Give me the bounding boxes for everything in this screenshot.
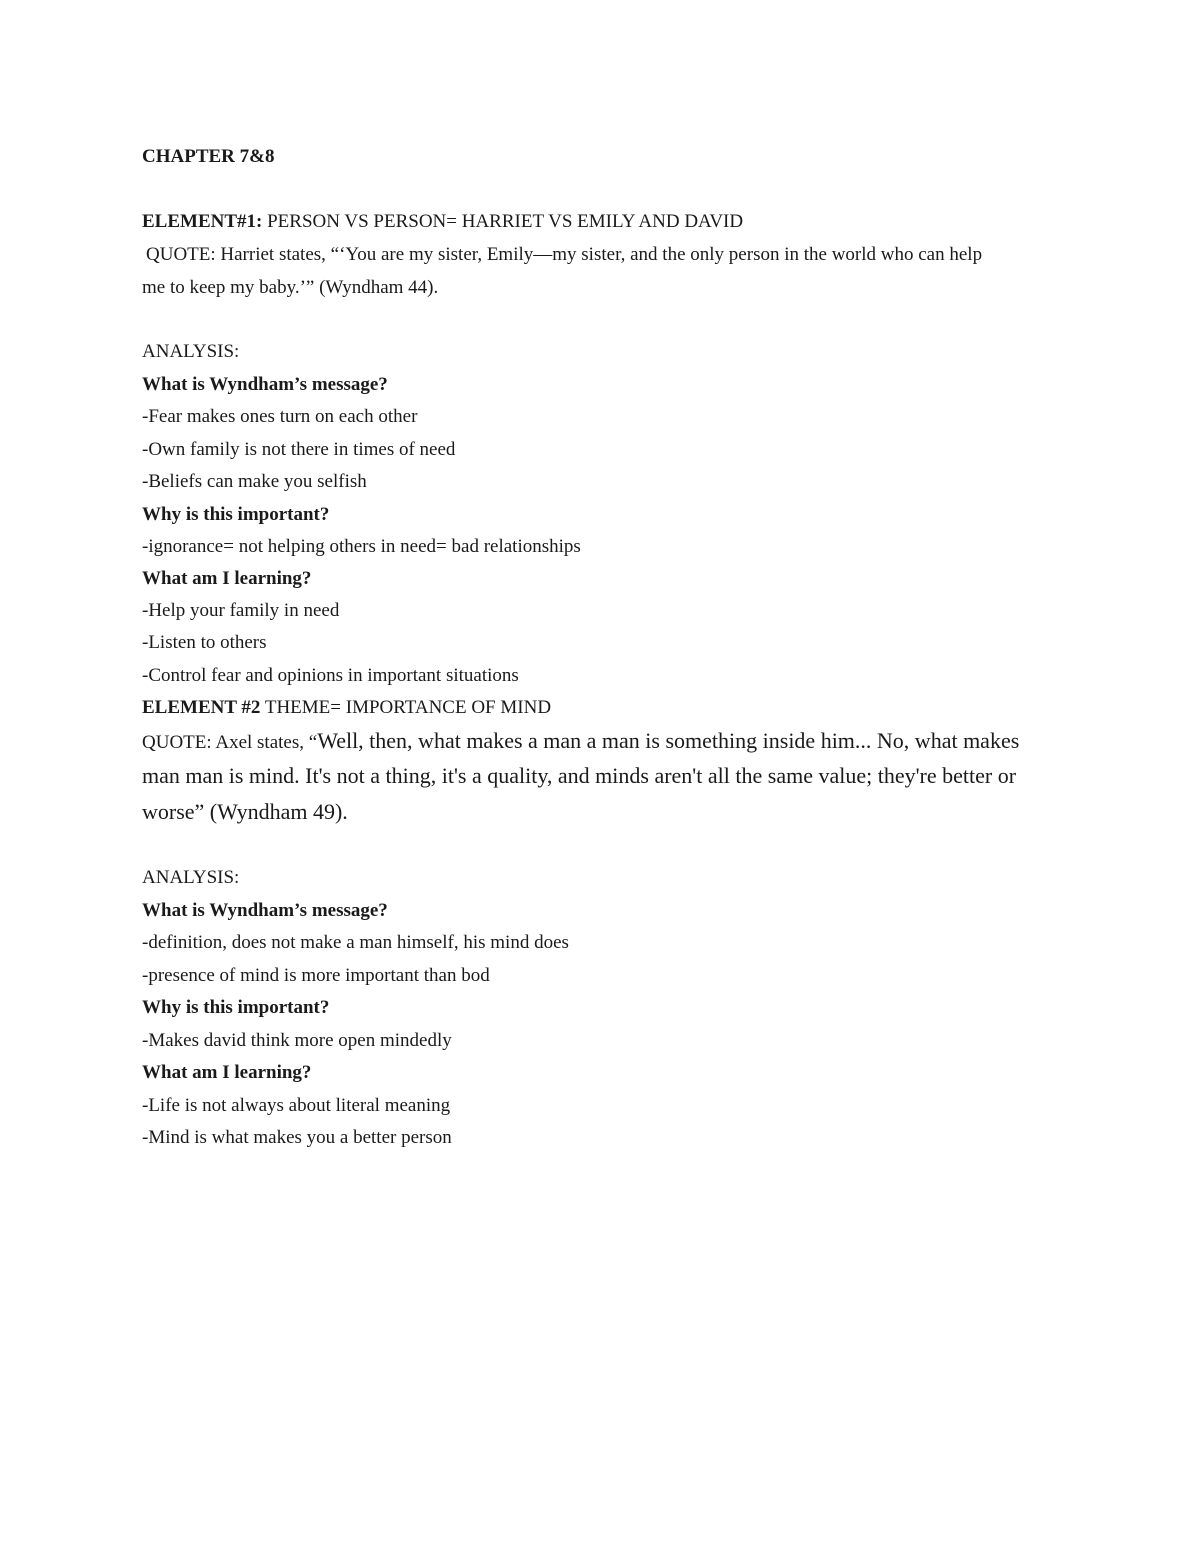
element2-question-learning: What am I learning? [142, 1062, 312, 1083]
element2-learning-point: -Mind is what makes you a better person [142, 1127, 452, 1148]
chapter-title: CHAPTER 7&8 [142, 146, 275, 167]
element1-learning-point: -Help your family in need [142, 600, 340, 621]
element1-learning-point: -Listen to others [142, 632, 267, 653]
element1-quote-line2: me to keep my baby.’” (Wyndham 44). [142, 277, 439, 298]
element1-heading [142, 210, 743, 234]
element2-text: THEME= IMPORTANCE OF MIND [260, 697, 552, 718]
element2-analysis-label: ANALYSIS: [142, 867, 240, 888]
element1-label: ELEMENT#1: [142, 211, 263, 232]
element1-question-message: What is Wyndham’s message? [142, 374, 388, 395]
element1-learning-point: -Control fear and opinions in important situations [142, 665, 519, 686]
element1-message-point: -Beliefs can make you selfish [142, 471, 367, 492]
element2-quote-line2: man man is mind. It's not a thing, it's a quality, and minds aren't all the same value; they're better or [142, 763, 1017, 788]
element2-question-important: Why is this important? [142, 997, 330, 1018]
element1-analysis-label: ANALYSIS: [142, 341, 240, 362]
element2-quote-prefix: QUOTE: Axel states, “ [142, 732, 318, 753]
element1-quote-line1: QUOTE: Harriet states, “‘You are my sister, Emily—my sister, and the only person in the world who can help [146, 244, 983, 265]
element2-message-point: -presence of mind is more important than bod [142, 965, 490, 986]
element2-quote-line1 [142, 727, 1019, 755]
element2-quote-text: Well, then, what makes a man a man is something inside him... No, what makes [317, 728, 1020, 753]
element2-learning-point: -Life is not always about literal meaning [142, 1095, 451, 1116]
element1-question-learning: What am I learning? [142, 568, 312, 589]
element1-question-important: Why is this important? [142, 504, 330, 525]
element2-label: ELEMENT #2 [142, 697, 261, 718]
element1-text: PERSON VS PERSON= HARRIET VS EMILY AND DAVID [262, 211, 744, 232]
element1-important-point: -ignorance= not helping others in need= bad relationships [142, 536, 581, 557]
element1-message-point: -Fear makes ones turn on each other [142, 406, 418, 427]
element2-message-point: -definition, does not make a man himself, his mind does [142, 932, 569, 953]
element2-important-point: -Makes david think more open mindedly [142, 1030, 452, 1051]
element2-quote-line3: worse” (Wyndham 49). [142, 799, 348, 824]
element2-question-message: What is Wyndham’s message? [142, 900, 388, 921]
element1-message-point: -Own family is not there in times of need [142, 439, 456, 460]
element2-heading [142, 696, 551, 720]
